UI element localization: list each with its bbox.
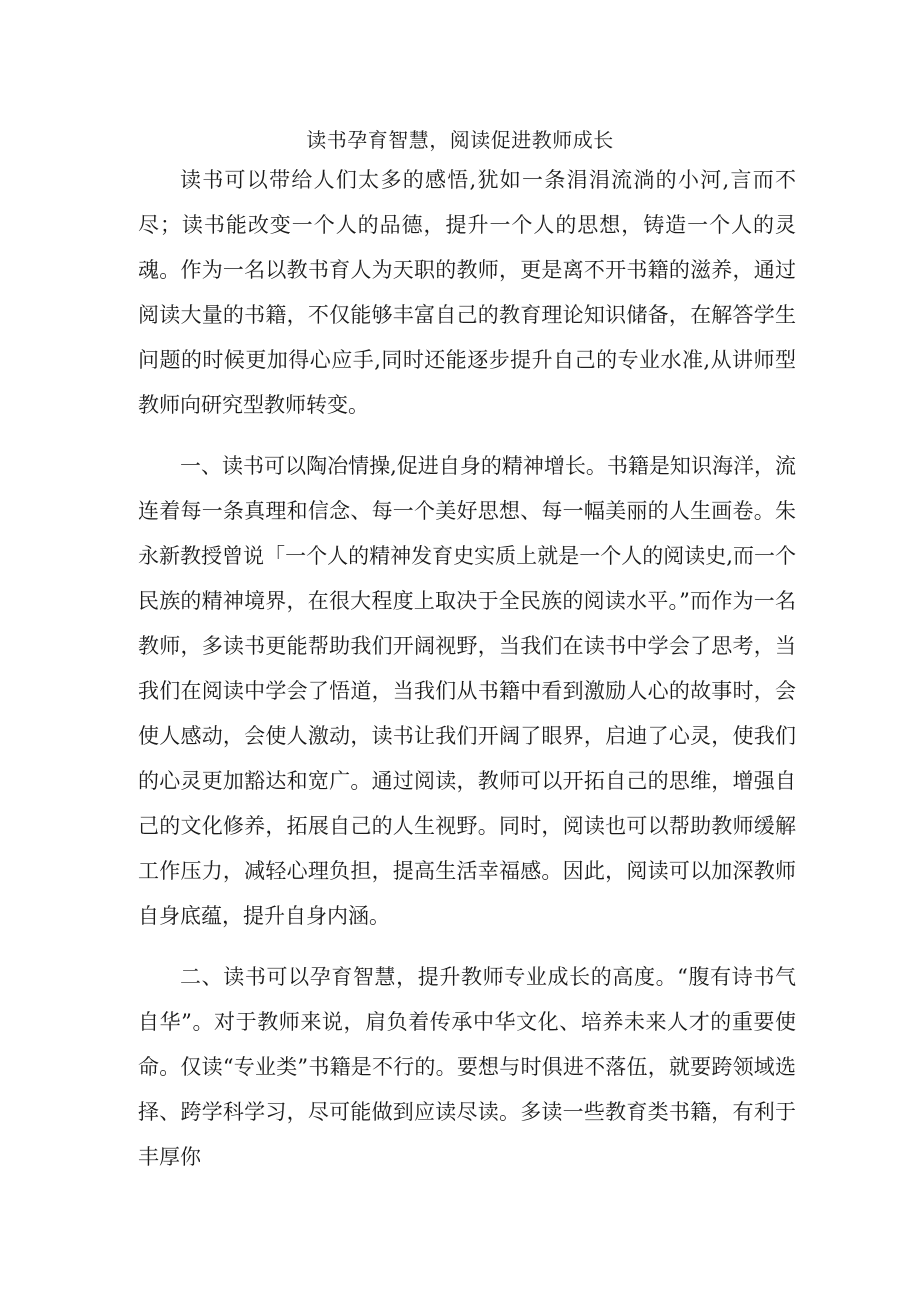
paragraph-intro: 读书可以带给人们太多的感悟,犹如一条涓涓流淌的小河,言而不尽；读书能改变一个人的品德，提升一个人的思想，铸造一个人的灵魂。作为一名以教书育人为天职的教师，更是离不开书籍的滋养，通过阅读大量的书籍，不仅能够丰富自己的教育理论知识储备，在解答学生问题的时候更加得心应手,同时还能逐步提升自己的专业水准,从讲师型教师向研究型教师转变。	[138, 168, 796, 417]
paragraph-section-two: 二、读书可以孕育智慧，提升教师专业成长的高度。“腹有诗书气自华”。对于教师来说，肩负着传承中华文化、培养未来人才的重要使命。仅读“专业类”书籍是不行的。要想与时俱进不落伍，就要跨领域选择、跨学科学习，尽可能做到应读尽读。多读一些教育类书籍，有利于丰厚你	[138, 965, 796, 1169]
document-body	[138, 158, 796, 1180]
paragraph-section-one: 一、读书可以陶冶情操,促进自身的精神增长。书籍是知识海洋，流连着每一条真理和信念、每一个美好思想、每一幅美丽的人生画卷。朱永新教授曾说「一个人的精神发育史实质上就是一个人的阅读史,而一个民族的精神境界，在很大程度上取决于全民族的阅读水平。”而作为一名教师，多读书更能帮助我们开阔视野，当我们在读书中学会了思考，当我们在阅读中学会了悟道，当我们从书籍中看到激励人心的故事时，会使人感动，会使人激动，读书让我们开阔了眼界，启迪了心灵，使我们的心灵更加豁达和宽广。通过阅读，教师可以开拓自己的思维，增强自己的文化修养，拓展自己的人生视野。同时，阅读也可以帮助教师缓解工作压力，减轻心理负担，提高生活幸福感。因此，阅读可以加深教师自身底蕴，提升自身内涵。	[138, 454, 796, 928]
document-title: 读书孕育智慧，阅读促进教师成长	[306, 128, 614, 152]
